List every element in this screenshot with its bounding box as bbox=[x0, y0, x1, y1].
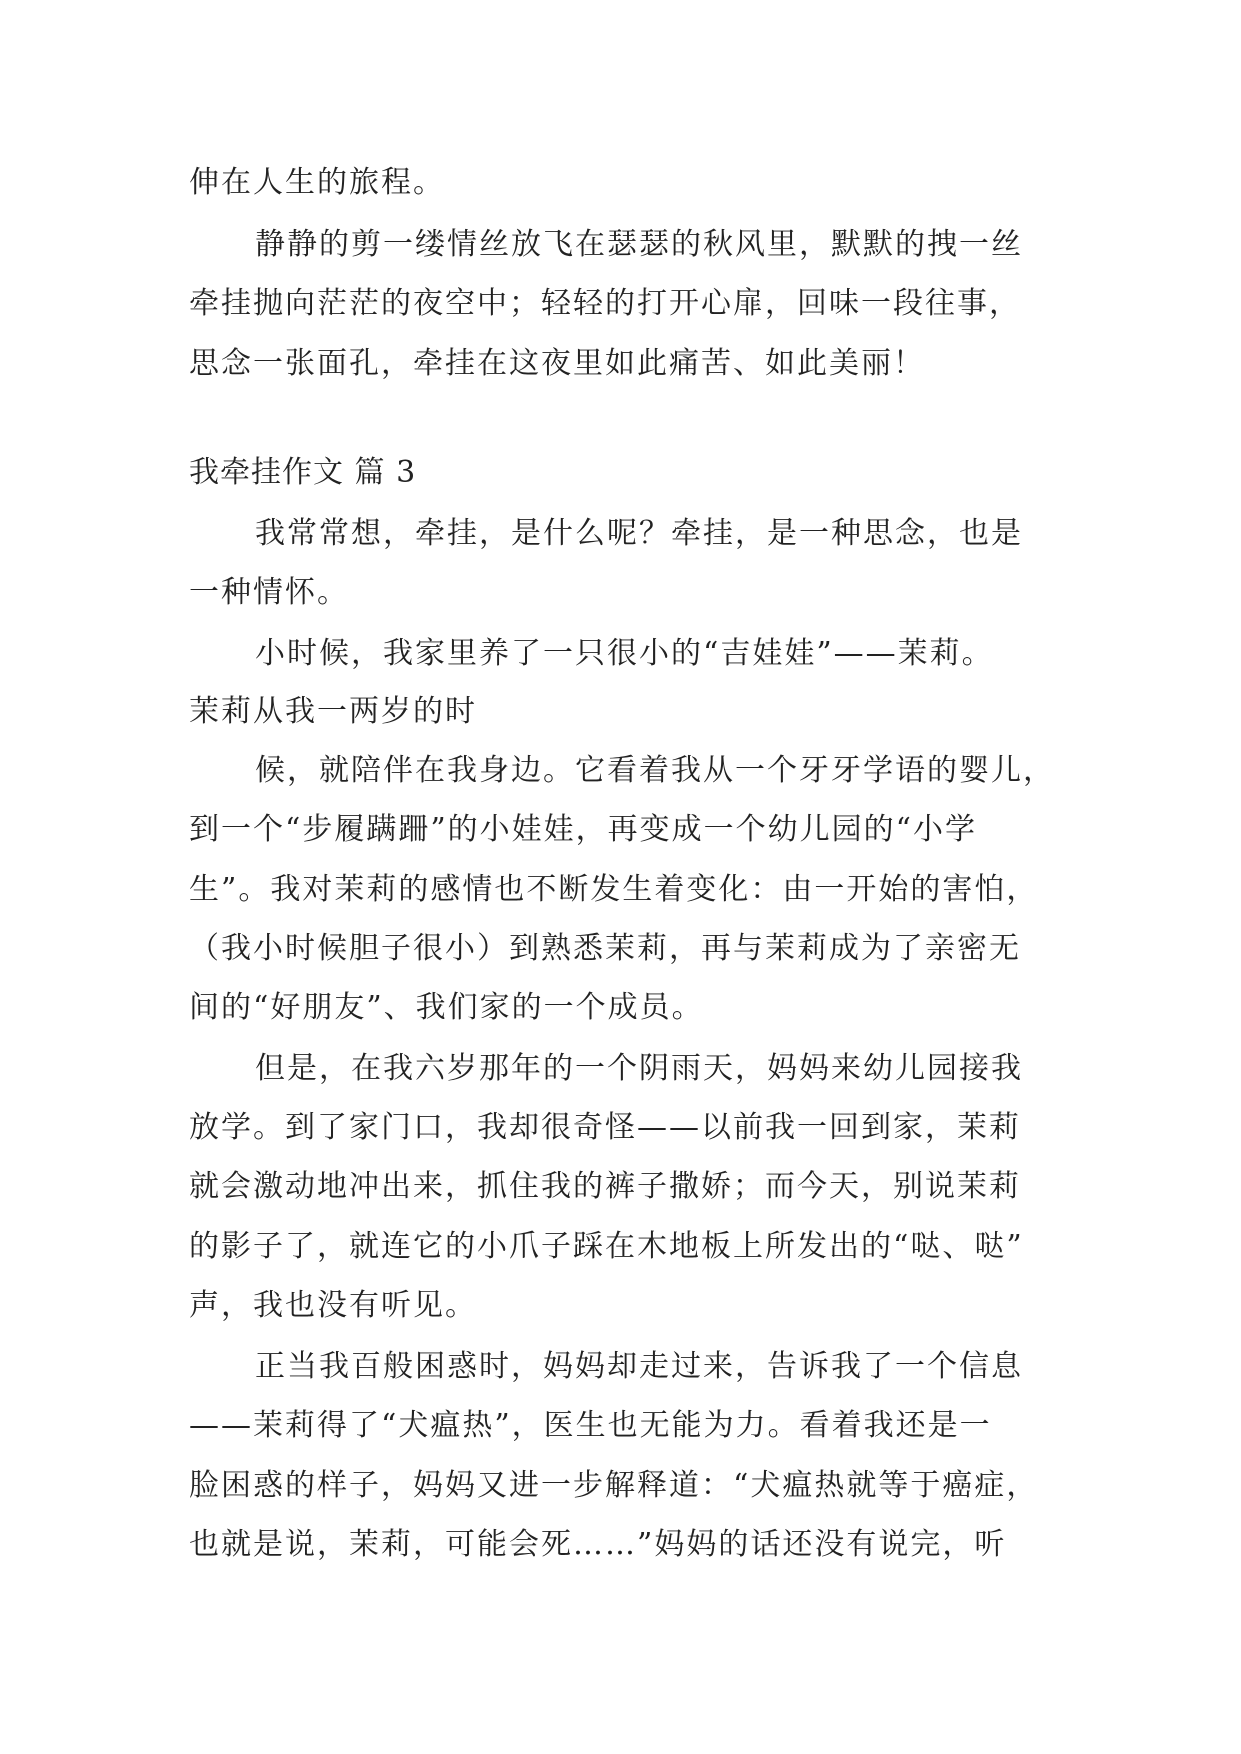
text-line: 一种情怀。 bbox=[189, 575, 349, 610]
text-line: 到一个“步履蹒跚”的小娃娃，再变成一个幼儿园的“小学 bbox=[189, 812, 978, 847]
text-line: ——茉莉得了“犬瘟热”，医生也无能为力。看着我还是一 bbox=[189, 1408, 992, 1443]
text-line: 我常常想，牵挂，是什么呢？牵挂，是一种思念，也是 bbox=[255, 516, 1023, 551]
text-line: 的影子了，就连它的小爪子踩在木地板上所发出的“哒、哒” bbox=[189, 1229, 1024, 1264]
text-line: 正当我百般困惑时，妈妈却走过来，告诉我了一个信息 bbox=[255, 1349, 1023, 1384]
text-line: 也就是说，茉莉，可能会死……”妈妈的话还没有说完，听 bbox=[189, 1527, 1007, 1562]
text-line: 伸在人生的旅程。 bbox=[189, 165, 445, 200]
text-line: 声，我也没有听见。 bbox=[189, 1288, 477, 1323]
text-line: （我小时候胆子很小）到熟悉茉莉，再与茉莉成为了亲密无 bbox=[189, 931, 1021, 966]
text-line: 茉莉从我一两岁的时 bbox=[189, 694, 477, 729]
text-line: 候，就陪伴在我身边。它看着我从一个牙牙学语的婴儿， bbox=[255, 753, 1055, 788]
text-line: 间的“好朋友”、我们家的一个成员。 bbox=[189, 990, 704, 1025]
text-line: 牵挂抛向茫茫的夜空中；轻轻的打开心扉，回味一段往事， bbox=[189, 286, 1021, 321]
text-line: 小时候，我家里养了一只很小的“吉娃娃”——茉莉。 bbox=[255, 636, 994, 671]
section-heading: 我牵挂作文 篇 3 bbox=[189, 455, 417, 490]
text-line: 脸困惑的样子，妈妈又进一步解释道：“犬瘟热就等于癌症， bbox=[189, 1468, 1039, 1503]
text-line: 静静的剪一缕情丝放飞在瑟瑟的秋风里，默默的拽一丝 bbox=[255, 227, 1023, 262]
text-line: 就会激动地冲出来，抓住我的裤子撒娇；而今天，别说茉莉 bbox=[189, 1169, 1021, 1204]
text-line: 但是，在我六岁那年的一个阴雨天，妈妈来幼儿园接我 bbox=[255, 1051, 1023, 1086]
text-line: 放学。到了家门口，我却很奇怪——以前我一回到家，茉莉 bbox=[189, 1110, 1021, 1145]
text-line: 思念一张面孔，牵挂在这夜里如此痛苦、如此美丽！ bbox=[189, 346, 925, 381]
text-line: 生”。我对茉莉的感情也不断发生着变化：由一开始的害怕， bbox=[189, 872, 1039, 907]
